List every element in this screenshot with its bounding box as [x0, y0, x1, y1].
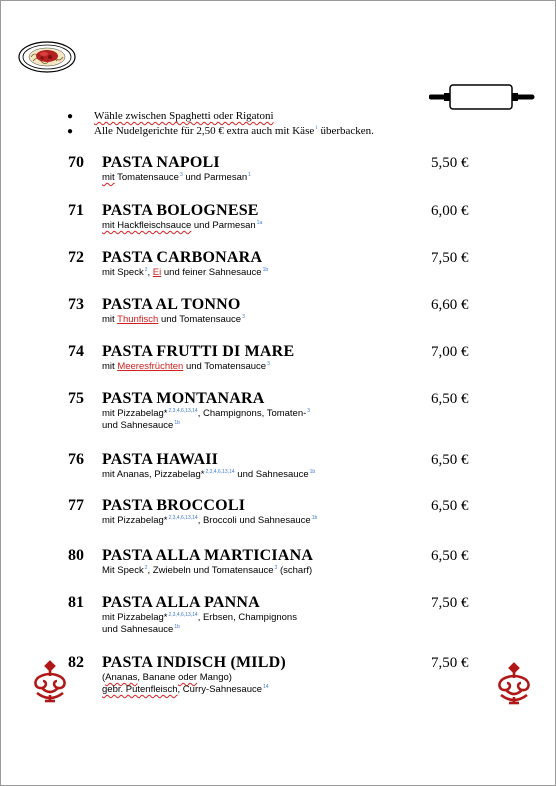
- item-number: 74: [68, 343, 84, 360]
- item-description: mit Tomatensauce$^3$ und Parmesan$^1$: [102, 171, 251, 183]
- item-name: PASTA BROCCOLI: [102, 497, 246, 514]
- item-price: 7,50 €: [431, 595, 469, 611]
- note-text: Alle Nudelgerichte für 2,50 € extra auch mit Käse$^1$ überbacken.: [94, 125, 374, 137]
- item-name: PASTA AL TONNO: [102, 296, 241, 313]
- item-number: 81: [68, 594, 84, 611]
- item-price: 6,50 €: [431, 391, 469, 407]
- item-name: PASTA FRUTTI DI MARE: [102, 343, 295, 360]
- item-name: PASTA MONTANARA: [102, 390, 265, 407]
- item-number: 70: [68, 154, 84, 171]
- item-description: (Ananas, Banane oder Mango) gebr. Putenfleisch, Curry-Sahnesauce$^{14}$: [102, 672, 269, 695]
- item-price: 6,60 €: [431, 297, 469, 313]
- item-description: mit Meeresfrüchten und Tomatensauce$^3$: [102, 360, 270, 372]
- item-price: 6,50 €: [431, 498, 469, 514]
- item-description: mit Pizzabelag*$^{2,3,4,6,13,14}$, Champignons, Tomaten-$^3$ und Sahnesauce$^{1b}$: [102, 407, 311, 431]
- item-number: 76: [68, 451, 84, 468]
- item-description: mit Thunfisch und Tomatensauce$^3$: [102, 313, 245, 325]
- bullet-icon: ●: [67, 126, 74, 137]
- item-price: 5,50 €: [431, 155, 469, 171]
- note-text: Wähle zwischen Spaghetti oder Rigatoni: [94, 110, 274, 122]
- item-number: 82: [68, 654, 84, 671]
- item-name: PASTA ALLA MARTICIANA: [102, 547, 314, 564]
- item-price: 7,00 €: [431, 344, 469, 360]
- item-description: mit Ananas, Pizzabelag*$^{2,3,4,6,13,14}$ und Sahnesauce$^{1b}$: [102, 468, 316, 480]
- item-number: 73: [68, 296, 84, 313]
- item-name: PASTA HAWAII: [102, 451, 219, 468]
- menu-notes: [67, 109, 487, 139]
- item-number: 71: [68, 202, 84, 219]
- ornament-icon: [31, 659, 69, 703]
- item-name: PASTA INDISCH (MILD): [102, 654, 286, 671]
- item-number: 80: [68, 547, 84, 564]
- item-price: 7,50 €: [431, 250, 469, 266]
- item-price: 6,00 €: [431, 203, 469, 219]
- item-name: PASTA CARBONARA: [102, 249, 263, 266]
- item-number: 77: [68, 497, 84, 514]
- spaghetti-plate-icon: [17, 39, 77, 75]
- item-description: mit Hackfleischsauce und Parmesan$^{1a}$: [102, 219, 263, 231]
- note-cheese: [67, 124, 487, 139]
- item-description: mit Pizzabelag*$^{2,3,4,6,13,14}$, Erbsen, Champignons und Sahnesauce$^{1b}$: [102, 611, 297, 635]
- item-description: mit Pizzabelag*$^{2,3,4,6,13,14}$, Broccoli und Sahnesauce$^{1b}$: [102, 514, 318, 526]
- bullet-icon: ●: [67, 111, 74, 122]
- note-pasta-choice: [67, 109, 487, 124]
- item-name: PASTA BOLOGNESE: [102, 202, 259, 219]
- item-price: 7,50 €: [431, 655, 469, 671]
- item-price: 6,50 €: [431, 548, 469, 564]
- item-name: PASTA ALLA PANNA: [102, 594, 260, 611]
- item-number: 72: [68, 249, 84, 266]
- item-description: mit Speck$^2$, Ei und feiner Sahnesauce$^{1b}$: [102, 266, 269, 278]
- item-number: 75: [68, 390, 84, 407]
- item-description: Mit Speck$^2$, Zwiebeln und Tomatensauce$^3$ (scharf): [102, 564, 313, 576]
- item-name: PASTA NAPOLI: [102, 154, 220, 171]
- item-price: 6,50 €: [431, 452, 469, 468]
- ornament-icon: [495, 661, 533, 705]
